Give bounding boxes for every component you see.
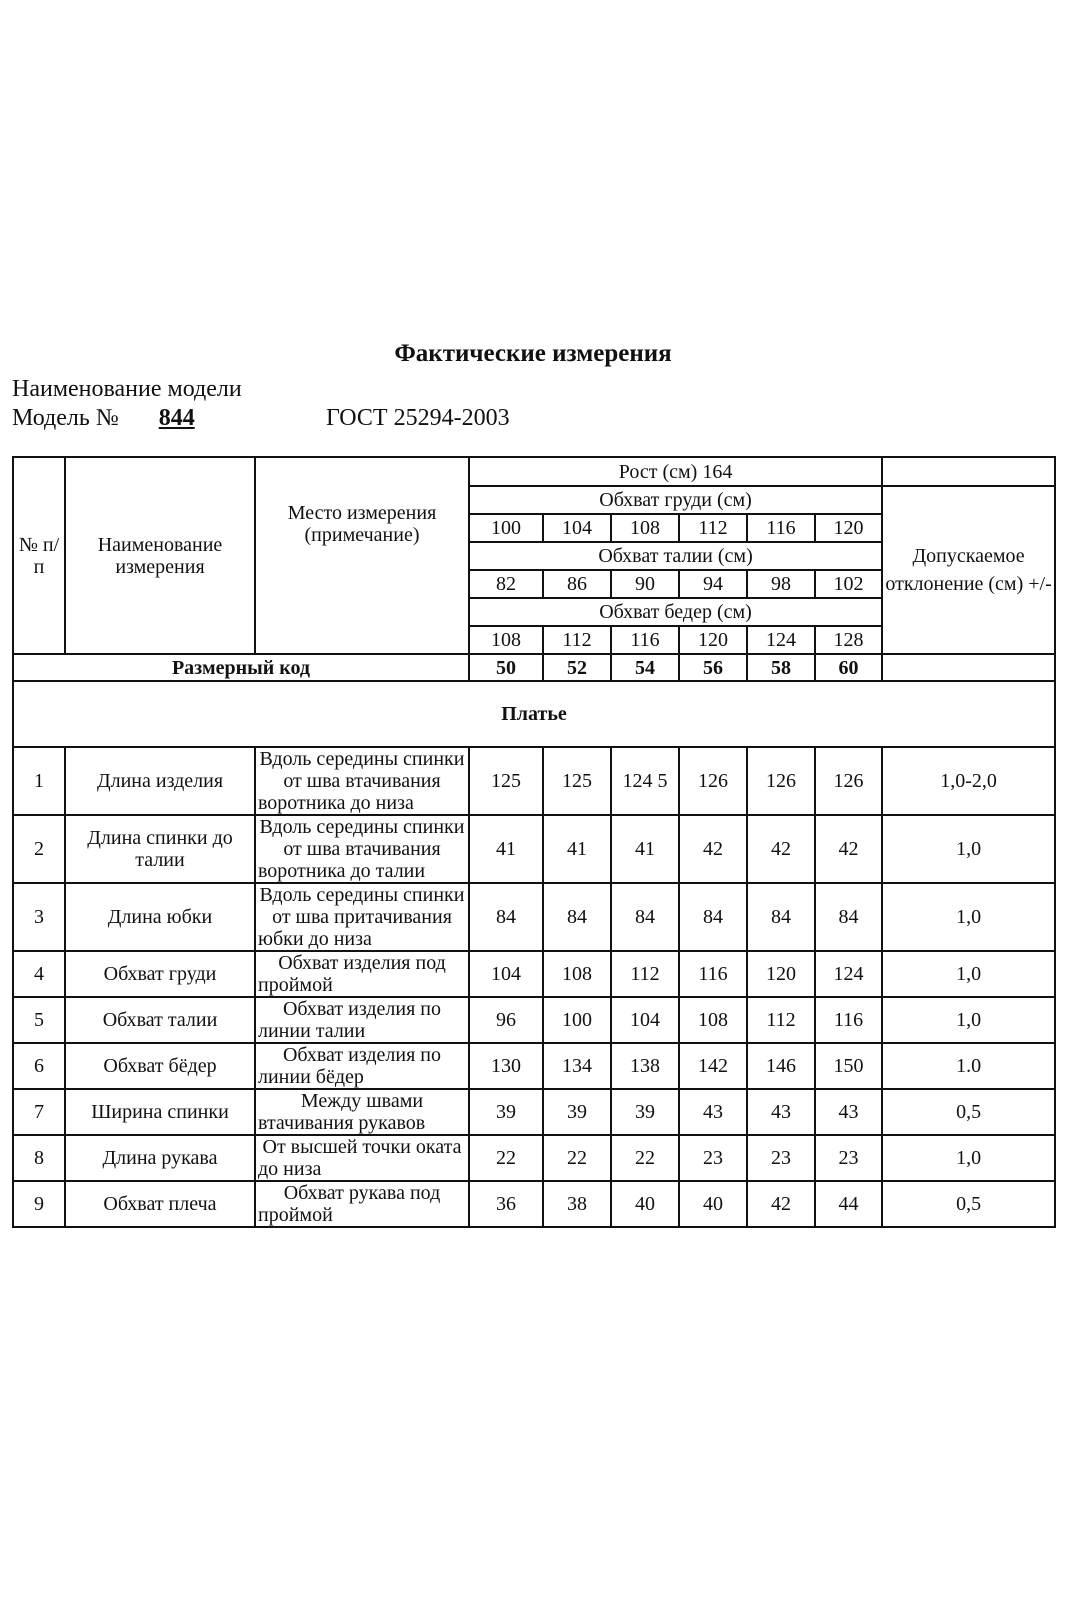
measurement-value: 112 — [747, 997, 815, 1043]
measurement-value: 104 — [611, 997, 679, 1043]
tolerance-value: 1,0 — [882, 815, 1055, 883]
measurement-name: Обхват груди — [65, 951, 255, 997]
measurement-name: Обхват талии — [65, 997, 255, 1043]
tolerance-header: Допускаемое отклонение (см) +/- — [882, 486, 1055, 654]
measurement-value: 43 — [679, 1089, 747, 1135]
chest-value: 104 — [543, 514, 611, 542]
table-row — [13, 883, 1055, 951]
model-number-label: Модель № — [12, 405, 119, 431]
chest-value: 108 — [611, 514, 679, 542]
measurements-table — [12, 456, 1056, 1228]
row-number: 7 — [13, 1089, 65, 1135]
hips-value: 120 — [679, 626, 747, 654]
measurement-value: 125 — [543, 747, 611, 815]
measurement-name: Обхват плеча — [65, 1181, 255, 1227]
measurement-value: 100 — [543, 997, 611, 1043]
measurement-value: 84 — [747, 883, 815, 951]
tolerance-value: 0,5 — [882, 1089, 1055, 1135]
measurement-name: Ширина спинки — [65, 1089, 255, 1135]
measurement-place: Обхват изделия по линии бёдер — [255, 1043, 469, 1089]
tolerance-value: 1,0 — [882, 883, 1055, 951]
measurement-value: 36 — [469, 1181, 543, 1227]
measurement-value: 138 — [611, 1043, 679, 1089]
section-title: Платье — [13, 681, 1055, 747]
hips-value: 108 — [469, 626, 543, 654]
waist-value: 86 — [543, 570, 611, 598]
measurement-name: Длина юбки — [65, 883, 255, 951]
row-number: 5 — [13, 997, 65, 1043]
size-code: 50 — [469, 654, 543, 681]
measurement-value: 130 — [469, 1043, 543, 1089]
measurement-value: 44 — [815, 1181, 882, 1227]
size-code: 58 — [747, 654, 815, 681]
measurement-value: 96 — [469, 997, 543, 1043]
waist-value: 94 — [679, 570, 747, 598]
measurement-value: 84 — [815, 883, 882, 951]
measurement-value: 112 — [611, 951, 679, 997]
measurement-value: 41 — [543, 815, 611, 883]
waist-header: Обхват талии (см) — [469, 542, 882, 570]
measurement-value: 124 5 — [611, 747, 679, 815]
measurement-value: 126 — [679, 747, 747, 815]
measurement-value: 43 — [747, 1089, 815, 1135]
measurement-value: 40 — [611, 1181, 679, 1227]
measurement-place: Обхват изделия по линии талии — [255, 997, 469, 1043]
tolerance-value: 0,5 — [882, 1181, 1055, 1227]
chest-value: 100 — [469, 514, 543, 542]
table-row — [13, 747, 1055, 815]
table-row — [13, 1043, 1055, 1089]
col-number-header: № п/ п — [13, 457, 65, 654]
measurement-value: 39 — [469, 1089, 543, 1135]
measurement-value: 41 — [611, 815, 679, 883]
row-number: 9 — [13, 1181, 65, 1227]
size-code-empty — [882, 654, 1055, 681]
table-row — [13, 951, 1055, 997]
table-row — [13, 997, 1055, 1043]
measurement-value: 124 — [815, 951, 882, 997]
measurement-place: Вдоль середины спинки от шва втачивания воротника до талии — [255, 815, 469, 883]
measurement-value: 116 — [815, 997, 882, 1043]
measurement-value: 150 — [815, 1043, 882, 1089]
table-row — [13, 1181, 1055, 1227]
model-number-line — [12, 403, 1012, 433]
tolerance-value: 1,0-2,0 — [882, 747, 1055, 815]
tolerance-value: 1,0 — [882, 1135, 1055, 1181]
chest-value: 116 — [747, 514, 815, 542]
measurement-value: 23 — [679, 1135, 747, 1181]
measurement-value: 22 — [469, 1135, 543, 1181]
measurement-value: 120 — [747, 951, 815, 997]
measurement-value: 39 — [543, 1089, 611, 1135]
measurement-place: Обхват рукава под проймой — [255, 1181, 469, 1227]
hips-value: 128 — [815, 626, 882, 654]
measurement-place: Вдоль середины спинки от шва притачивания юбки до низа — [255, 883, 469, 951]
measurement-value: 41 — [469, 815, 543, 883]
table-row — [13, 815, 1055, 883]
measurement-value: 134 — [543, 1043, 611, 1089]
measurement-place: Обхват изделия под проймой — [255, 951, 469, 997]
row-number: 8 — [13, 1135, 65, 1181]
waist-value: 90 — [611, 570, 679, 598]
measurement-value: 42 — [747, 1181, 815, 1227]
row-number: 1 — [13, 747, 65, 815]
measurement-value: 84 — [611, 883, 679, 951]
measurement-value: 108 — [543, 951, 611, 997]
chest-value: 120 — [815, 514, 882, 542]
measurement-value: 22 — [611, 1135, 679, 1181]
model-number: 844 — [158, 405, 195, 431]
measurement-value: 146 — [747, 1043, 815, 1089]
height-header: Рост (см) 164 — [469, 457, 882, 486]
row-number: 2 — [13, 815, 65, 883]
chest-value: 112 — [679, 514, 747, 542]
document-title: Фактические измерения — [394, 340, 672, 367]
measurement-value: 40 — [679, 1181, 747, 1227]
hips-value: 116 — [611, 626, 679, 654]
row-number: 3 — [13, 883, 65, 951]
size-code-row — [13, 654, 1055, 681]
table-row — [13, 1089, 1055, 1135]
size-code: 56 — [679, 654, 747, 681]
measurement-value: 125 — [469, 747, 543, 815]
measurement-name: Длина рукава — [65, 1135, 255, 1181]
size-code: 60 — [815, 654, 882, 681]
size-code: 52 — [543, 654, 611, 681]
measurement-value: 22 — [543, 1135, 611, 1181]
col-name-header: Наименование измерения — [65, 457, 255, 654]
hips-value: 112 — [543, 626, 611, 654]
row-number: 6 — [13, 1043, 65, 1089]
waist-value: 102 — [815, 570, 882, 598]
measurement-name: Длина изделия — [65, 747, 255, 815]
measurement-place: От высшей точки оката до низа — [255, 1135, 469, 1181]
tolerance-value: 1,0 — [882, 951, 1055, 997]
measurement-place: Между швами втачивания рукавов — [255, 1089, 469, 1135]
measurement-value: 126 — [815, 747, 882, 815]
tolerance-value: 1,0 — [882, 997, 1055, 1043]
measurement-value: 142 — [679, 1043, 747, 1089]
measurement-value: 39 — [611, 1089, 679, 1135]
measurement-value: 108 — [679, 997, 747, 1043]
hips-value: 124 — [747, 626, 815, 654]
section-row — [13, 681, 1055, 747]
measurement-value: 38 — [543, 1181, 611, 1227]
measurement-name: Длина спинки до талии — [65, 815, 255, 883]
measurement-value: 126 — [747, 747, 815, 815]
row-number: 4 — [13, 951, 65, 997]
measurement-value: 84 — [679, 883, 747, 951]
empty-header-cell — [882, 457, 1055, 486]
measurement-value: 23 — [747, 1135, 815, 1181]
gost-standard: ГОСТ 25294-2003 — [326, 405, 510, 431]
waist-value: 98 — [747, 570, 815, 598]
measurement-name: Обхват бёдер — [65, 1043, 255, 1089]
measurement-value: 116 — [679, 951, 747, 997]
measurement-value: 84 — [469, 883, 543, 951]
measurement-rows — [13, 747, 1055, 1227]
hips-header: Обхват бедер (см) — [469, 598, 882, 626]
measurement-value: 42 — [679, 815, 747, 883]
size-code-label: Размерный код — [13, 654, 469, 681]
col-place-header: Место измерения (примечание) — [255, 457, 469, 654]
chest-header: Обхват груди (см) — [469, 486, 882, 514]
tolerance-value: 1.0 — [882, 1043, 1055, 1089]
table-row — [13, 1135, 1055, 1181]
waist-value: 82 — [469, 570, 543, 598]
measurement-value: 23 — [815, 1135, 882, 1181]
model-name-label: Наименование модели — [12, 376, 242, 402]
measurement-value: 42 — [815, 815, 882, 883]
measurement-place: Вдоль середины спинки от шва втачивания воротника до низа — [255, 747, 469, 815]
size-code: 54 — [611, 654, 679, 681]
measurement-value: 43 — [815, 1089, 882, 1135]
measurement-value: 84 — [543, 883, 611, 951]
measurement-value: 42 — [747, 815, 815, 883]
measurement-value: 104 — [469, 951, 543, 997]
